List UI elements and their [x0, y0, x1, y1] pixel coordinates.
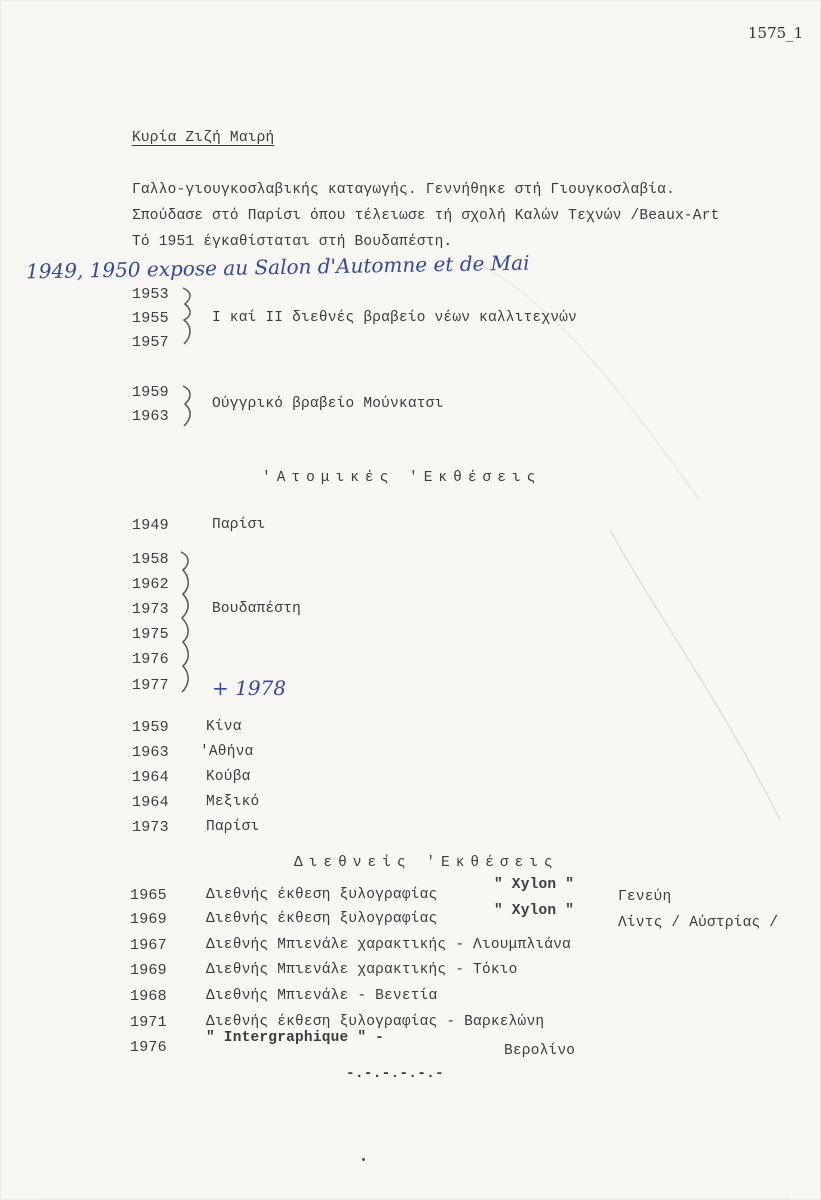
award-text: Ι καί ΙΙ διεθνές βραβείο νέων καλλιτεχνών — [212, 310, 577, 326]
solo-place: 'Αθήνα — [200, 744, 254, 760]
intl-event: Διεθνής έκθεση ξυλογραφίας - Βαρκελώνη — [206, 1014, 545, 1030]
end-mark: -.-.-.-.-.- — [346, 1066, 444, 1082]
solo-year: 1977 — [132, 677, 169, 694]
ink-dot — [362, 1158, 365, 1161]
solo-year: 1975 — [132, 626, 169, 643]
brace-icon — [178, 548, 196, 698]
handwritten-note: 1949, 1950 expose au Salon d'Automne et de Mai — [25, 250, 530, 284]
solo-year: 1973 — [132, 819, 169, 836]
intl-event: Διεθνής Μπιενάλε χαρακτικής - Λιουμπλιάνα — [206, 937, 571, 953]
intl-place: Βερολίνο — [504, 1043, 576, 1059]
brace-icon — [180, 284, 196, 354]
solo-year: 1949 — [132, 517, 169, 534]
solo-place: Μεξικό — [206, 794, 260, 810]
intl-event: Διεθνής Μπιενάλε χαρακτικής - Τόκιο — [206, 962, 518, 978]
intl-event: Διεθνής Μπιενάλε - Βενετία — [206, 988, 438, 1004]
solo-place: Κίνα — [206, 719, 242, 735]
solo-year: 1964 — [132, 769, 169, 786]
award-year: 1953 — [132, 286, 169, 303]
award-year: 1955 — [132, 310, 169, 327]
bio-line: Σπούδασε στό Παρίσι όπου τέλειωσε τή σχολή Καλών Τεχνών /Beaux-Art — [132, 208, 720, 224]
intl-year: 1969 — [130, 962, 167, 979]
award-year: 1957 — [132, 334, 169, 351]
solo-year: 1962 — [132, 576, 169, 593]
intl-event: Διεθνής έκθεση ξυλογραφίας — [206, 887, 438, 903]
solo-year: 1973 — [132, 601, 169, 618]
solo-place: Παρίσι — [212, 517, 266, 533]
solo-place: Παρίσι — [206, 819, 260, 835]
intl-event: " Intergraphique " - — [206, 1030, 385, 1046]
award-year: 1959 — [132, 384, 169, 401]
intl-year: 1967 — [130, 937, 167, 954]
solo-year: 1959 — [132, 719, 169, 736]
intl-extra: " Xylon " — [494, 877, 575, 893]
intl-event: Διεθνής έκθεση ξυλογραφίας — [206, 911, 438, 927]
solo-exhibitions-heading: 'Ατομικές 'Εκθέσεις — [262, 470, 542, 486]
brace-icon — [180, 382, 196, 430]
intl-year: 1968 — [130, 988, 167, 1005]
intl-year: 1965 — [130, 887, 167, 904]
solo-year: 1976 — [132, 651, 169, 668]
handwritten-year-note: + 1978 — [212, 676, 287, 700]
international-exhibitions-heading: Διεθνείς 'Εκθέσεις — [294, 855, 559, 871]
intl-place: Γενεύη — [618, 889, 672, 905]
bio-line: Τό 1951 έγκαθίσταται στή Βουδαπέστη. — [132, 234, 453, 250]
award-year: 1963 — [132, 408, 169, 425]
intl-year: 1969 — [130, 911, 167, 928]
solo-year: 1958 — [132, 551, 169, 568]
intl-year: 1971 — [130, 1014, 167, 1031]
intl-extra: " Xylon " — [494, 903, 575, 919]
page-title: Κυρία Ζιζή Μαιρή — [132, 130, 275, 146]
solo-year: 1964 — [132, 794, 169, 811]
solo-place: Βουδαπέστη — [212, 601, 302, 617]
award-text: Ούγγρικό βραβείο Μούνκατσι — [212, 396, 444, 412]
intl-year: 1976 — [130, 1039, 167, 1056]
solo-place: Κούβα — [206, 769, 251, 785]
solo-year: 1963 — [132, 744, 169, 761]
bio-line: Γαλλο-γιουγκοσλαβικής καταγωγής. Γεννήθηκε στή Γιουγκοσλαβία. — [132, 182, 675, 198]
intl-place: Λίντς / Αύστρίας / — [618, 915, 779, 931]
reference-number: 1575_1 — [748, 24, 804, 42]
